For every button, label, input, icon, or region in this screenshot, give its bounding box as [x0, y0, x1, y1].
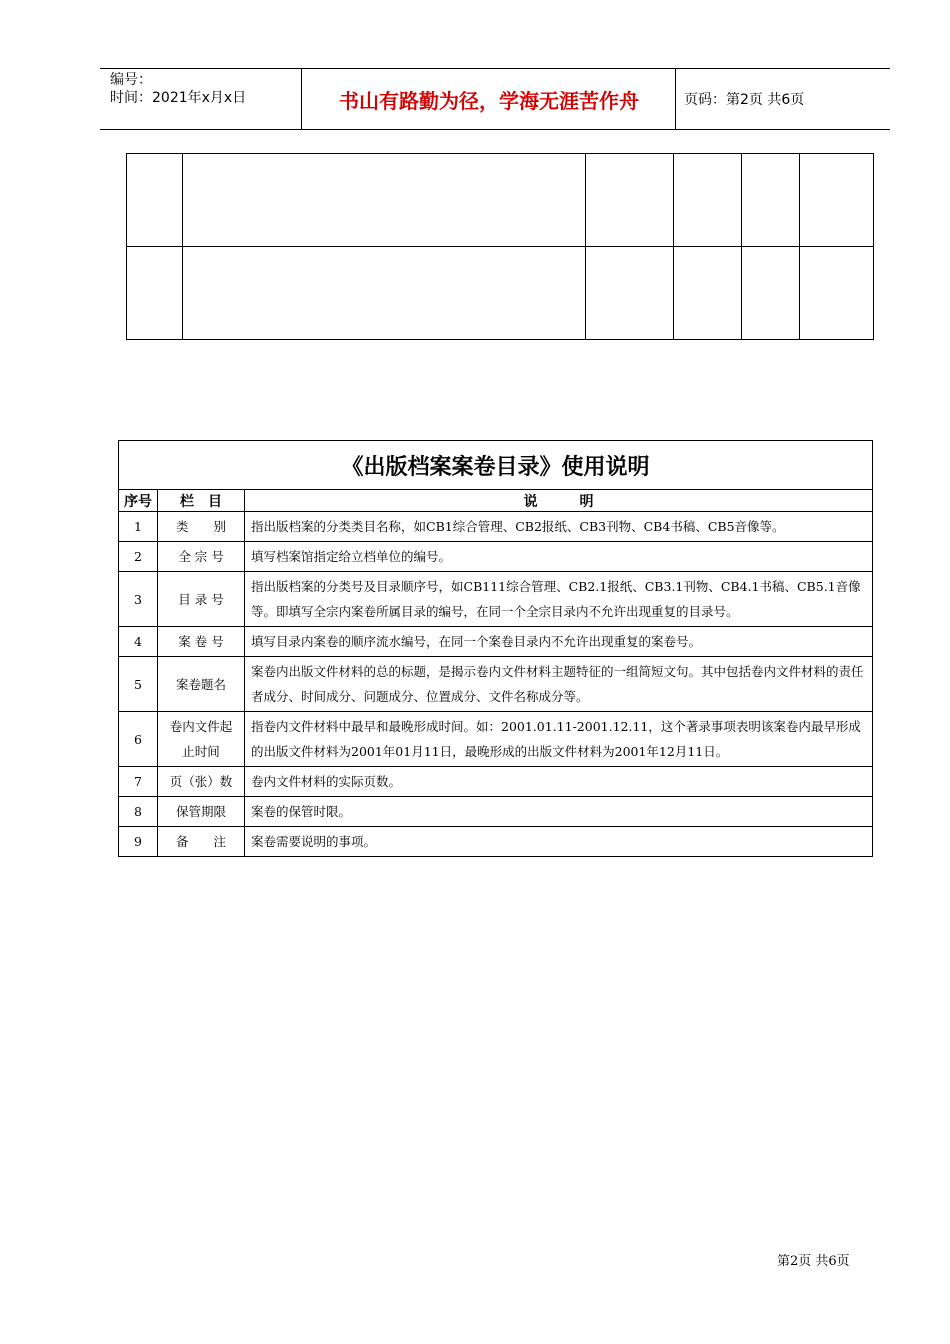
table-cell: [586, 247, 674, 340]
table-row: [119, 797, 873, 827]
row-desc: 案卷的保管时限。: [245, 797, 873, 827]
row-desc: 卷内文件材料的实际页数。: [245, 767, 873, 797]
row-num: 9: [119, 827, 158, 857]
time-label: 时间：2021年x月x日: [110, 90, 247, 106]
table-cell: [742, 154, 800, 247]
row-desc: 案卷内出版文件材料的总的标题，是揭示卷内文件材料主题特征的一组简短文句。其中包括卷内文件材料的责任者成分、时间成分、问题成分、位置成分、文件名称成分等。: [245, 657, 873, 712]
table-row: [119, 657, 873, 712]
row-field: 案 卷 号: [158, 627, 245, 657]
header-row: [119, 490, 873, 512]
row-num: 8: [119, 797, 158, 827]
footer-page-info: 第2页 共6页: [777, 1254, 850, 1269]
catalog-grid-table: [126, 153, 874, 340]
row-num: 6: [119, 712, 158, 767]
table-cell: [183, 154, 586, 247]
header-motto: 书山有路勤为径，学海无涯苦作舟: [339, 88, 639, 113]
row-num: 4: [119, 627, 158, 657]
row-num: 7: [119, 767, 158, 797]
table-cell: [800, 247, 874, 340]
column-header-num: 序号: [119, 490, 158, 512]
row-desc: 指卷内文件材料中最早和最晚形成时间。如：2001.01.11-2001.12.11，这个著录事项表明该案卷内最早形成的出版文件材料为2001年01月11日，最晚形成的出版文件材料为2001年12月11日。: [245, 712, 873, 767]
table-row: [119, 572, 873, 627]
table-cell: [586, 154, 674, 247]
row-num: 5: [119, 657, 158, 712]
column-header-field: 栏 目: [158, 490, 245, 512]
table-cell: [742, 247, 800, 340]
header-meta: [110, 71, 246, 107]
row-field: 页（张）数: [158, 767, 245, 797]
table-row: [119, 627, 873, 657]
title-row: [119, 441, 873, 490]
instruction-title: 《出版档案案卷目录》使用说明: [119, 441, 873, 490]
row-num: 3: [119, 572, 158, 627]
table-row: [119, 767, 873, 797]
instruction-table: [118, 440, 873, 857]
table-cell: [674, 247, 742, 340]
page-header: [100, 68, 890, 130]
code-label: 编号：: [110, 72, 152, 88]
table-cell: [127, 247, 183, 340]
row-field: 目 录 号: [158, 572, 245, 627]
row-field: 案卷题名: [158, 657, 245, 712]
table-cell: [800, 154, 874, 247]
row-desc: 案卷需要说明的事项。: [245, 827, 873, 857]
table-row: [119, 712, 873, 767]
table-cell: [183, 247, 586, 340]
row-desc: 指出版档案的分类类目名称，如CB1综合管理、CB2报纸、CB3刊物、CB4书稿、CB5音像等。: [245, 512, 873, 542]
header-page-info: 页码：第2页 共6页: [684, 92, 805, 108]
table-row: [127, 247, 874, 340]
row-desc: 填写目录内案卷的顺序流水编号，在同一个案卷目录内不允许出现重复的案卷号。: [245, 627, 873, 657]
row-field: 保管期限: [158, 797, 245, 827]
row-desc: 指出版档案的分类号及目录顺序号，如CB111综合管理、CB2.1报纸、CB3.1刊物、CB4.1书稿、CB5.1音像等。即填写全宗内案卷所属目录的编号，在同一个全宗目录内不允许出现重复的目录号。: [245, 572, 873, 627]
table-row: [119, 512, 873, 542]
column-header-desc: 说 明: [245, 490, 873, 512]
row-field: 卷内文件起止时间: [158, 712, 245, 767]
header-divider: [675, 69, 676, 129]
row-desc: 填写档案馆指定给立档单位的编号。: [245, 542, 873, 572]
row-field: 备 注: [158, 827, 245, 857]
row-num: 1: [119, 512, 158, 542]
row-field: 全 宗 号: [158, 542, 245, 572]
row-field: 类 别: [158, 512, 245, 542]
table-cell: [674, 154, 742, 247]
table-row: [127, 154, 874, 247]
table-cell: [127, 154, 183, 247]
row-num: 2: [119, 542, 158, 572]
table-row: [119, 542, 873, 572]
table-row: [119, 827, 873, 857]
